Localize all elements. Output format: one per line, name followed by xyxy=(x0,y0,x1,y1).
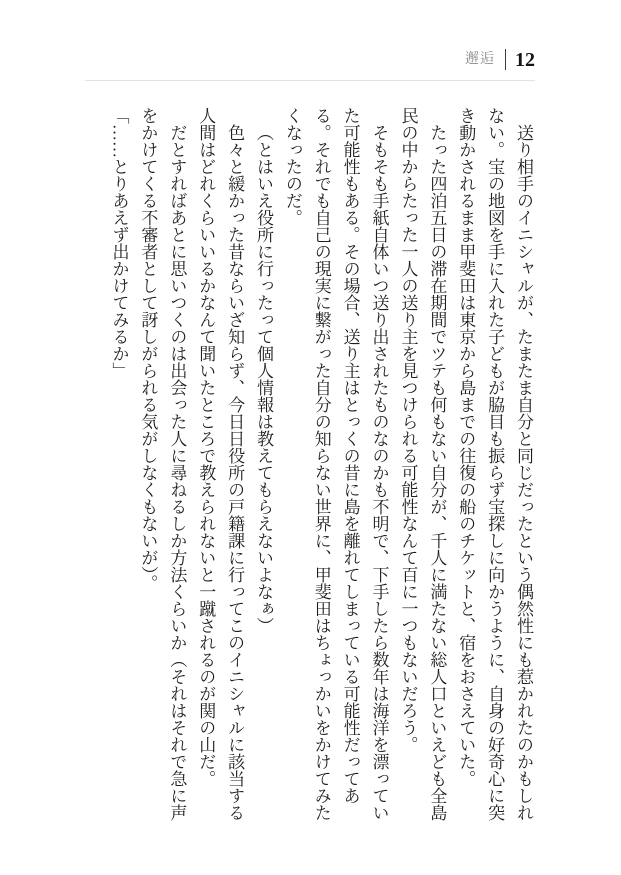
paragraph: たった四泊五日の滞在期間でツテも何もない自分が、千人に満たない総人口といえども全島民の中からたった一人の送り主を見つけられる可能性なんて百に一つもないだろう。 xyxy=(398,107,447,821)
inner-monologue-paragraph: （とはいえ役所に行ったって個人情報は教えてもらえないよなぁ） xyxy=(253,124,273,634)
header-divider xyxy=(505,49,506,70)
running-head xyxy=(465,49,535,70)
paragraph: 色々と緩かった昔ならいざ知らず、今日日役所の戸籍課に行ってこのイニシャルに該当する人間はどれくらいいるかなんて聞いたところで教えられないと一蹴されるのが関の山だ。 xyxy=(196,107,245,821)
paragraph: だとすればあとに思いつくのは出会った人に尋ねるしか方法くらいか（それはそれで急に声をかけてくる不審者として訝しがられる気がしなくもないが）。 xyxy=(138,107,187,821)
dialogue-line: 「……とりあえず出かけてみるか」 xyxy=(109,107,129,379)
chapter-title: 邂逅 xyxy=(465,51,495,67)
paragraph: 送り相手のイニシャルが、たまたま自分と同じだったという偶然性にも惹かれたのかもしれない。宝の地図を手に入れた子どもが脇目も振らず宝探しに向かうように、自身の好奇心に突き動かされるまま甲斐田は東京から島までの往復の船のチケットと、宿をおさえていた。 xyxy=(456,107,533,821)
paragraph: そもそも手紙自体いつ送り出されたものなのかも不明で、下手したら数年は海洋を漂っていた可能性もある。その場合、送り主はとっくの昔に島を離れてしまっている可能性だってある。それでも自己の現実に繋がった自分の知らない世界に、甲斐田はちょっかいをかけてみたくなったのだ。 xyxy=(282,107,389,821)
header-rule xyxy=(85,80,535,81)
page-number: 12 xyxy=(515,48,535,71)
text-area xyxy=(84,107,537,823)
